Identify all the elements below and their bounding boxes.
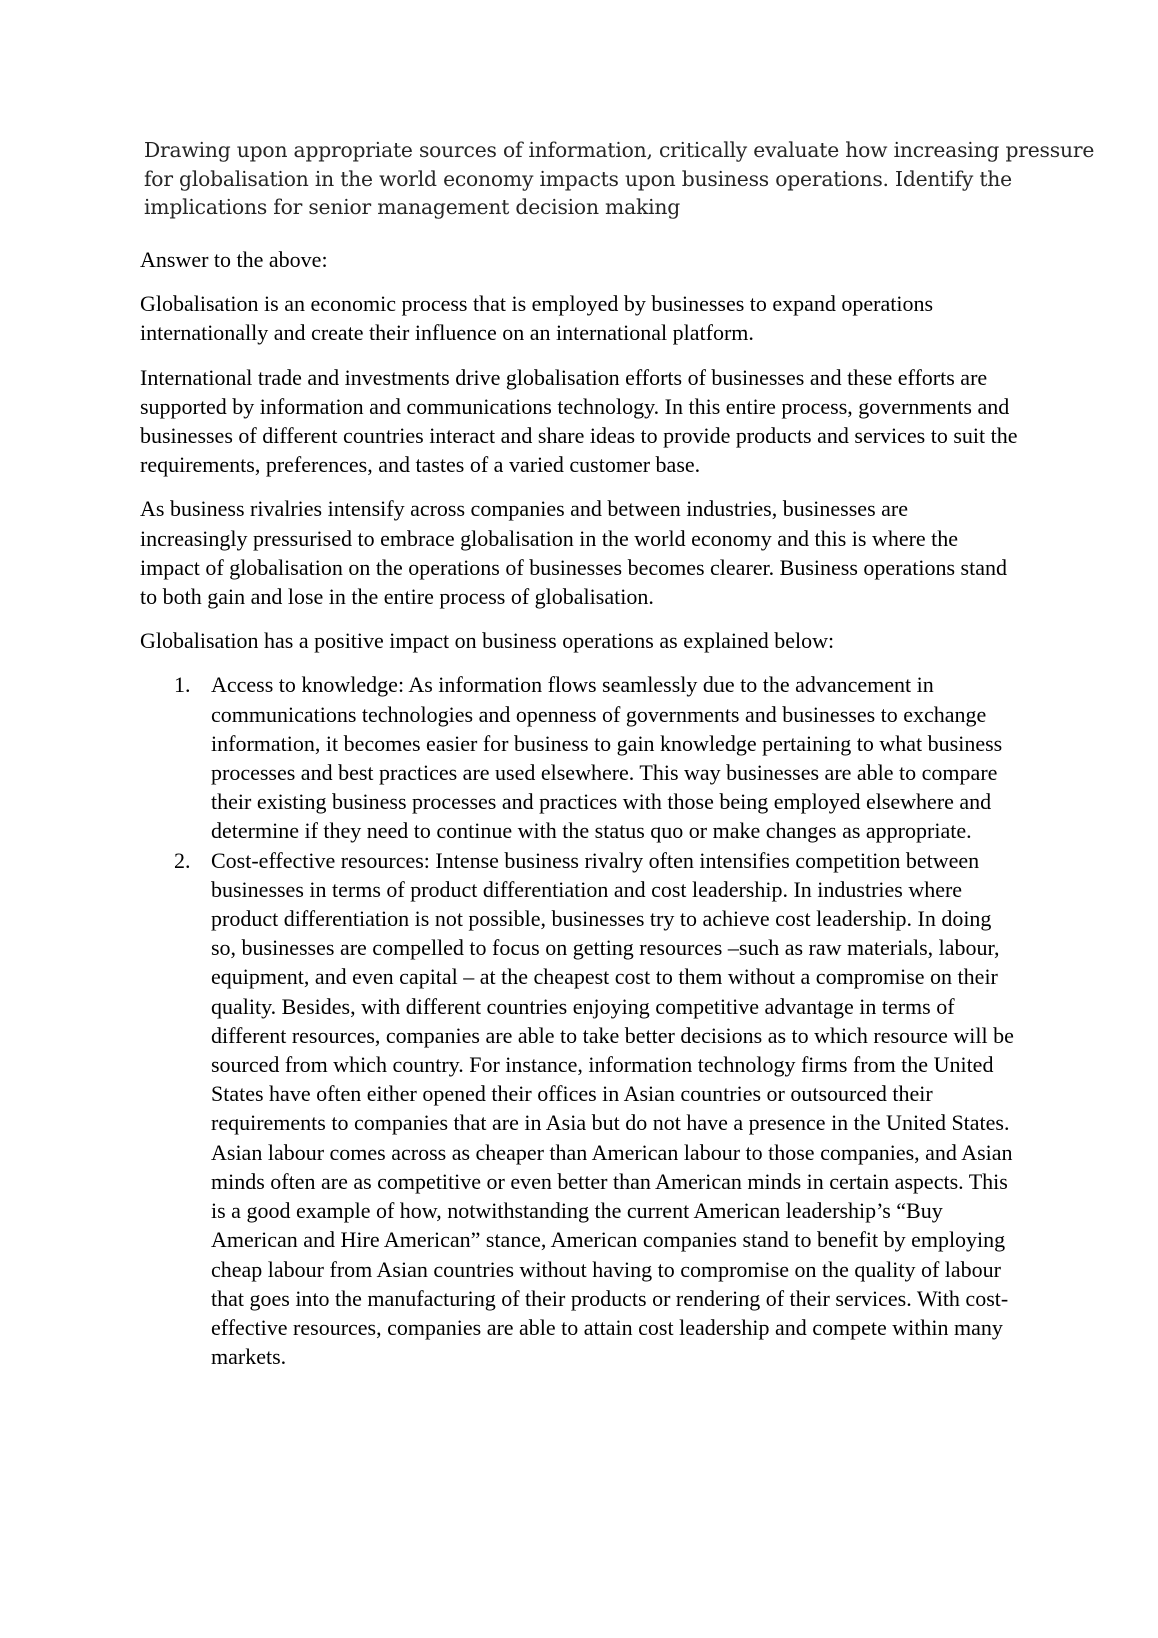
paragraph-positive-impact: Globalisation has a positive impact on business operations as explained below: bbox=[140, 628, 835, 654]
list-item-text: Cost-effective resources: Intense business rivalry often intensifies competition between businesses in terms of product differentiation and cost leadership. In industries where product differentiation is not possible, businesses try to achieve cost leadership. In doing so, businesses are compelled to focus on getting resources –such as raw materials, labour, equipment, and even capital – at the cheapest cost to them without a compromise on their quality. Besides, with different countries enjoying competitive advantage in terms of different resources, companies are able to take better decisions as to which resource will be sourced from which country. For instance, information technology firms from the United States have often either opened their offices in Asian countries or outsourced their requirements to companies that are in Asia but do not have a presence in the United States. Asian labour comes across as cheaper than American labour to those companies, and Asian minds often are as competitive or even better than American minds in certain aspects. This is a good example of how, notwithstanding the current American leadership’s “Buy American and Hire American” stance, American companies stand to benefit by employing cheap labour from Asian countries without having to compromise on the quality of labour that goes into the manufacturing of their products or rendering of their services. With cost-effective resources, companies are able to attain cost leadership and compete within many markets. bbox=[211, 847, 1014, 1370]
question-line: Drawing upon appropriate sources of information, critically evaluate how increasing pressure bbox=[144, 138, 1095, 162]
paragraph-definition: Globalisation is an economic process that is employed by businesses to expand operations internationally and create their influence on an international platform. bbox=[140, 291, 934, 346]
impact-list bbox=[140, 670, 1020, 1371]
answer-body bbox=[140, 245, 1020, 1371]
question-prompt-image bbox=[144, 136, 1095, 222]
list-item bbox=[140, 670, 1020, 845]
paragraph-trade: International trade and investments drive globalisation efforts of businesses and these efforts are supported by information and communications technology. In this entire process, governments and businesses of different countries interact and share ideas to provide products and services to suit the requirements, preferences, and tastes of a varied customer base. bbox=[140, 364, 1018, 478]
paragraph-rivalries: As business rivalries intensify across companies and between industries, businesses are increasingly pressurised to embrace globalisation in the world economy and this is where the impact of globalisation on the operations of businesses becomes clearer. Business operations stand to both gain and lose in the entire process of globalisation. bbox=[140, 496, 1007, 610]
list-item-number: 1. bbox=[174, 672, 191, 698]
question-line: for globalisation in the world economy impacts upon business operations. Identify the bbox=[144, 166, 1012, 191]
question-line: implications for senior management decision making bbox=[144, 195, 680, 219]
list-item bbox=[140, 846, 1020, 1372]
list-item-text: Access to knowledge: As information flows seamlessly due to the advancement in communications technologies and openness of governments and businesses to exchange information, it becomes easier for business to gain knowledge pertaining to what business processes and best practices are used elsewhere. This way businesses are able to compare their existing business processes and practices with those being employed elsewhere and determine if they need to continue with the status quo or make changes as appropriate. bbox=[211, 672, 1003, 844]
list-item-number: 2. bbox=[174, 847, 191, 873]
answer-heading: Answer to the above: bbox=[140, 247, 328, 272]
